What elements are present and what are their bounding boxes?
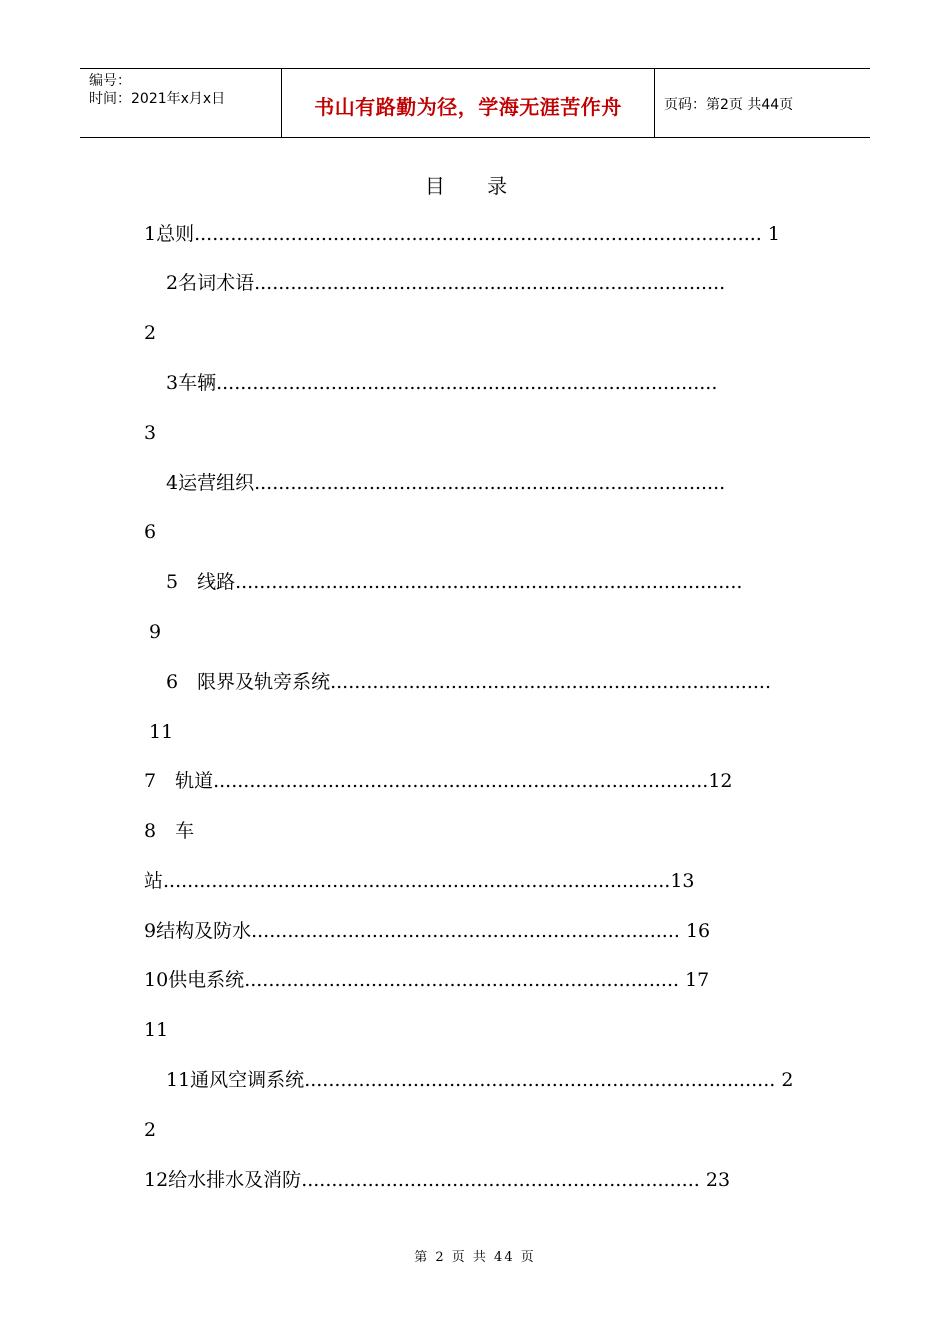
toc-leader: .................................................................. xyxy=(301,1169,700,1191)
toc-entry-label: 7 轨道 xyxy=(144,770,214,792)
toc-entry-page: 9 xyxy=(149,621,162,643)
toc-entry-page: 11 xyxy=(149,721,174,743)
toc-entry-label: 1总则 xyxy=(144,223,195,245)
toc-entry[interactable] xyxy=(166,1068,793,1092)
toc-entry[interactable] xyxy=(166,271,725,295)
toc-entry-label: 11 xyxy=(144,1019,169,1041)
toc-entry-label: 3车辆 xyxy=(166,372,217,394)
toc-entry-page: 1 xyxy=(767,223,780,245)
toc-entry-label: 站 xyxy=(144,870,164,892)
toc-leader: .................................................................................. xyxy=(213,770,709,792)
toc-entry-label: 4运营组织 xyxy=(166,472,255,494)
toc-entry[interactable] xyxy=(144,1018,168,1042)
toc-entry-label: 8 车 xyxy=(144,820,195,842)
toc-leader: ......................................................................... xyxy=(330,671,771,693)
toc-entry-page: 17 xyxy=(685,969,710,991)
toc-leader: .............................................................................. xyxy=(254,272,726,294)
toc-entry-page: 6 xyxy=(144,521,157,543)
toc-entry-label: 10供电系统 xyxy=(144,969,245,991)
toc-entry-page: 2 xyxy=(781,1069,794,1091)
toc-entry-label: 6 限界及轨旁系统 xyxy=(166,671,331,693)
header-meta xyxy=(89,72,225,108)
toc-entry[interactable] xyxy=(166,570,742,594)
header-divider xyxy=(654,69,655,137)
toc-entry-label: 2名词术语 xyxy=(166,272,255,294)
toc-entry[interactable] xyxy=(144,1168,730,1192)
toc-entry[interactable] xyxy=(144,869,695,893)
toc-entry-page: 2 xyxy=(144,322,157,344)
toc-entry-page: 3 xyxy=(144,422,157,444)
toc-entry-page: 13 xyxy=(670,870,695,892)
header-page-number: 页码：第2页 共44页 xyxy=(664,97,794,113)
toc-entry[interactable] xyxy=(144,919,710,943)
page-title: 目 录 xyxy=(424,174,526,198)
page-header xyxy=(80,68,870,138)
toc-entry[interactable] xyxy=(166,371,717,395)
toc-entry-label: 9结构及防水 xyxy=(144,920,252,942)
toc-entry-page: 2 xyxy=(144,1119,157,1141)
toc-entry[interactable] xyxy=(166,670,771,694)
code-label: 编号： xyxy=(89,73,131,89)
date-label: 时间：2021年x月x日 xyxy=(89,91,226,107)
toc-entry-page: 12 xyxy=(708,770,733,792)
toc-entry-page: 16 xyxy=(685,920,711,942)
toc-leader: .............................................................................. xyxy=(304,1069,776,1091)
toc-entry-label: 5 线路 xyxy=(166,571,236,593)
toc-leader: ................................................................................... xyxy=(216,372,718,394)
toc-entry[interactable] xyxy=(144,769,733,793)
toc-leader: .................................................................................... xyxy=(235,571,743,593)
toc-entry[interactable] xyxy=(166,471,725,495)
toc-leader: .............................................................................. xyxy=(254,472,726,494)
toc-leader: .............................................................................................. xyxy=(194,223,762,245)
toc-entry[interactable] xyxy=(144,819,194,843)
toc-leader: ....................................................................... xyxy=(251,920,680,942)
toc-leader: .................................................................................... xyxy=(163,870,671,892)
toc-leader: ........................................................................ xyxy=(244,969,680,991)
toc-entry[interactable] xyxy=(144,222,780,246)
header-motto: 书山有路勤为径，学海无涯苦作舟 xyxy=(314,95,622,119)
toc-entry-label: 12给水排水及消防 xyxy=(144,1169,302,1191)
toc-entry-label: 11通风空调系统 xyxy=(166,1069,305,1091)
toc-entry[interactable] xyxy=(144,968,709,992)
toc-entry-page: 23 xyxy=(705,1169,731,1191)
page-footer: 第 2 页 共 44 页 xyxy=(414,1250,536,1265)
